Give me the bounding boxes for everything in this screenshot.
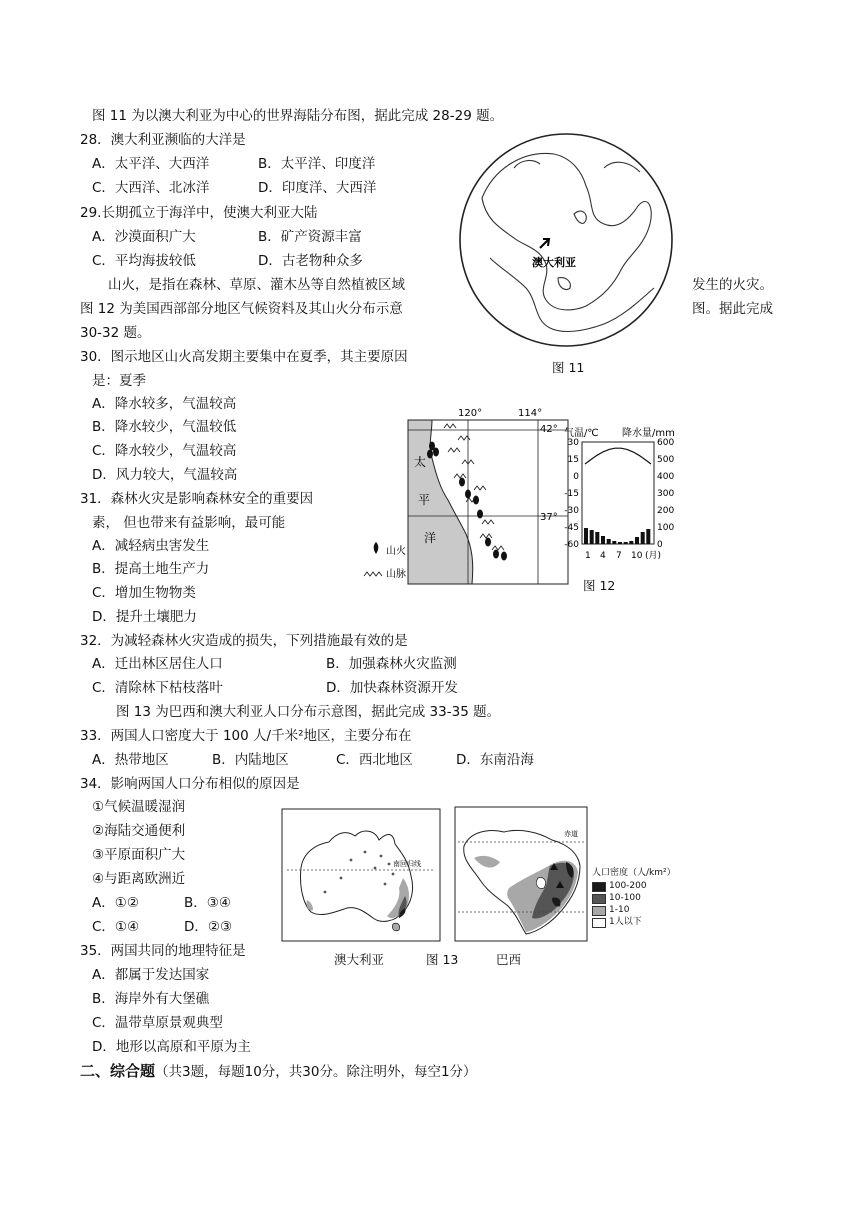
figure-12-ocean-char-2: 平 [418,493,431,507]
q28-option-a: A．太平洋、大西洋 [92,156,210,172]
figure-12-ocean-char-1: 太 [414,455,427,469]
figure-13-equator-label: 赤道 [564,830,578,838]
q35-option-d: D．地形以高原和平原为主 [92,1039,251,1055]
precip-bar [641,532,645,544]
temp-tick-label: -30 [564,506,579,516]
q28-option-b: B．太平洋、印度洋 [258,156,376,172]
q34-option-a: A．①② [92,895,139,911]
month-tick-label: 10 [631,551,643,561]
precip-bar [635,537,639,544]
q31-option-c: C．增加生物物类 [92,585,196,601]
figure-13-caption: 图 13 [426,952,459,967]
intro-fig12-line1b: 发生的火灾。 [692,277,773,293]
q32-option-a: A．迁出林区居住人口 [92,656,223,672]
q30-option-d: D．风力较大，气温较高 [92,467,238,483]
legend-row [592,881,682,892]
month-tick-label: 7 [616,551,622,561]
intro-fig13: 图 13 为巴西和澳大利亚人口分布示意图，据此完成 33-35 题。 [116,704,501,720]
q28-stem: 28．澳大利亚濒临的大洋是 [80,132,246,148]
figure-12-lon-114: 114° [518,408,543,419]
figure-12-caption: 图 12 [583,578,616,593]
precip-tick-label: 300 [657,489,675,499]
figure-12-lon-120: 120° [458,408,483,419]
legend-swatch [592,918,606,928]
legend-swatch [592,882,606,892]
legend-mountain-icon [364,572,382,576]
temp-tick-label: 30 [567,438,579,448]
figure-12-lat-42: 42° [540,424,558,435]
q32-option-b: B．加强森林火灾监测 [326,656,457,672]
legend-swatch [592,906,606,916]
q33-option-b: B．内陆地区 [212,752,289,768]
q31-option-d: D．提升土壤肥力 [92,609,197,625]
q35-option-a: A．都属于发达国家 [92,967,210,983]
q29-option-d: D．古老物种众多 [258,253,363,269]
q33-stem: 33．两国人口密度大于 100 人/千米²地区，主要分布在 [80,728,412,744]
section-2-note: （共3题，每题10分，共30分。除注明外，每空1分） [155,1064,477,1080]
month-tick-label: 1 [585,551,591,561]
q31-stem-1: 31．森林火灾是影响森林安全的重要因 [80,491,314,507]
precip-bar [629,541,633,544]
legend-row [592,905,682,916]
q29-option-b: B．矿产资源丰富 [258,229,362,245]
intro-fig12-line3: 30-32 题。 [80,325,151,341]
q29-option-a: A．沙漠面积广大 [92,229,196,245]
precip-bar [590,530,594,544]
figure-11-australia-label: 澳大利亚 [532,256,576,269]
legend-label: 100-200 [609,881,647,891]
q30-stem-1: 30．图示地区山火高发期主要集中在夏季，其主要原因 [80,349,408,365]
q35-stem: 35．两国共同的地理特征是 [80,943,246,959]
precip-bar [595,532,599,544]
climate-precip-axis-label: 降水量/mm [622,428,675,439]
intro-fig11: 图 11 为以澳大利亚为中心的世界海陆分布图，据此完成 28-29 题。 [92,108,504,124]
climate-temp-axis-label: 气温/℃ [564,428,599,439]
q34-option-c: C．①④ [92,919,140,935]
section-2-heading [80,1063,477,1080]
precip-tick-label: 0 [657,540,663,550]
figure-12-climate-chart [560,424,688,564]
temp-tick-label: -15 [564,489,579,499]
figure-12-ocean-char-3: 洋 [424,531,437,545]
figure-13-brazil-label: 巴西 [496,952,522,967]
figure-11-globe-map [454,128,678,354]
figure-13-legend [592,868,682,929]
q33-option-d: D．东南沿海 [456,752,534,768]
q29-stem: 29.长期孤立于海洋中，使澳大利亚大陆 [80,205,318,221]
precip-bar [612,541,616,544]
figure-13-brazil-map [454,806,588,942]
q34-statement-1: ①气候温暖湿润 [92,799,186,815]
q34-option-d: D．②③ [184,919,233,935]
legend-fire-icon [374,542,379,554]
legend-row [592,893,682,904]
temp-tick-label: 0 [573,472,579,482]
q34-option-b: B．③④ [184,895,231,911]
legend-label: 1-10 [609,905,630,915]
intro-fig12-line1a: 山火，是指在森林、草原、灌木丛等自然植被区域 [108,277,405,293]
legend-fire-label: 山火 [386,546,406,557]
precip-bar [646,529,650,544]
legend-row [592,917,682,928]
legend-swatch [592,894,606,904]
q33-option-c: C．西北地区 [336,752,413,768]
precip-bar [584,528,588,544]
precip-bar [624,542,628,544]
temp-tick-label: -60 [564,540,579,550]
q30-option-a: A．降水较多，气温较高 [92,396,237,412]
q34-statement-3: ③平原面积广大 [92,847,186,863]
q31-option-b: B．提高土地生产力 [92,561,210,577]
section-2-title: 二、综合题 [80,1062,156,1080]
legend-mountain-label: 山脉 [386,569,406,580]
intro-fig12-line2a: 图 12 为美国西部部分地区气候资料及其山火分布示意 [80,301,403,317]
q28-option-d: D．印度洋、大西洋 [258,180,377,196]
month-tick-label: 4 [600,551,606,561]
figure-12-wildfire-map [362,404,572,588]
q30-option-b: B．降水较少，气温较低 [92,419,237,435]
figure-13-australia-label: 澳大利亚 [334,952,385,967]
q35-option-c: C．温带草原景观典型 [92,1015,223,1031]
q29-option-c: C．平均海拔较低 [92,253,196,269]
figure-13-australia-map [281,808,441,942]
legend-label: 1人以下 [609,917,642,927]
precip-tick-label: 500 [657,455,675,465]
q32-option-c: C．清除林下枯枝落叶 [92,680,223,696]
q31-stem-2: 素， 但也带来有益影响，最可能 [92,515,286,531]
q34-statement-2: ②海陆交通便利 [92,823,186,839]
precip-bar [607,539,611,544]
q31-option-a: A．减轻病虫害发生 [92,538,210,554]
precip-tick-label: 100 [657,523,675,533]
q28-option-c: C．大西洋、北冰洋 [92,180,210,196]
temperature-curve [585,448,651,464]
month-tick-label: (月) [645,551,662,561]
temp-tick-label: -45 [564,523,579,533]
precip-bar [601,536,605,544]
legend-title: 人口密度（人/km²） [592,868,676,878]
figure-11-caption: 图 11 [552,360,585,375]
figure-12-lat-37: 37° [540,512,558,523]
q33-option-a: A．热带地区 [92,752,169,768]
precip-tick-label: 400 [657,472,675,482]
legend-label: 10-100 [609,893,641,903]
intro-fig12-line2b: 图。据此完成 [692,301,773,317]
q34-stem: 34．影响两国人口分布相似的原因是 [80,776,300,792]
precip-tick-label: 200 [657,506,675,516]
q32-stem: 32．为减轻森林火灾造成的损失，下列措施最有效的是 [80,633,408,649]
precip-tick-label: 600 [657,438,675,448]
q30-option-c: C．降水较少，气温较高 [92,443,237,459]
q32-option-d: D．加快森林资源开发 [326,680,458,696]
temp-tick-label: 15 [567,455,579,465]
q35-option-b: B．海岸外有大堡礁 [92,991,210,1007]
figure-13-tropic-label: 南回归线 [393,860,421,868]
q30-stem-2: 是：夏季 [92,373,146,389]
q34-statement-4: ④与距离欧洲近 [92,871,186,887]
precip-bar [618,542,622,544]
